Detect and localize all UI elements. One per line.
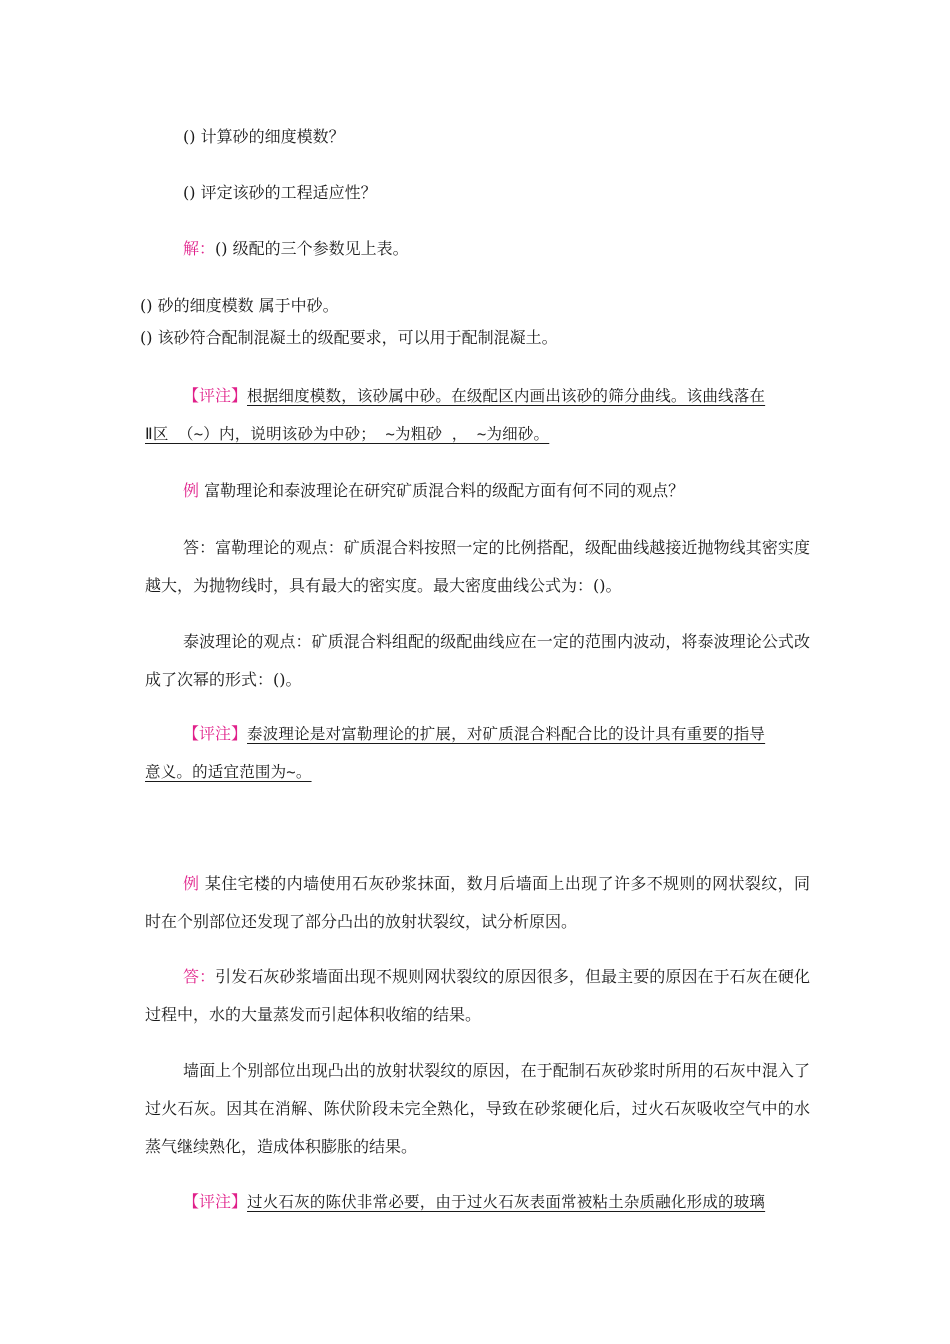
comment-label: 【评注】 <box>183 724 248 743</box>
question-3: () 评定该砂的工程适应性？ <box>183 183 377 202</box>
comment-label: 【评注】 <box>183 1192 248 1211</box>
comment-text-line2: 意义。的适宜范围为~。 <box>145 763 312 781</box>
comment-text-line1: 根据细度模数，该砂属中砂。在级配区内画出该砂的筛分曲线。该曲线落在 <box>247 387 766 405</box>
solution-text: () 级配的三个参数见上表。 <box>215 239 409 258</box>
question-2: () 计算砂的细度模数？ <box>183 127 345 146</box>
solution-step-2: () 砂的细度模数 属于中砂。 <box>140 296 339 315</box>
answer-1-para-1: 答：富勒理论的观点：矿质混合料按照一定的比例搭配，级配曲线越接近抛物线其密实度越大，为抛物线时，具有最大的密实度。最大密度曲线公式为：()。 <box>145 538 810 595</box>
comment-1 <box>145 377 810 453</box>
example-label: 例 <box>183 874 200 893</box>
example-1 <box>145 472 810 510</box>
comment-3 <box>145 1183 810 1221</box>
solution-step-1 <box>145 230 810 268</box>
solution-label: 解： <box>183 239 216 258</box>
answer-1-para-2: 泰波理论的观点：矿质混合料组配的级配曲线应在一定的范围内波动，将泰波理论公式改成了次幂的形式：()。 <box>145 632 810 689</box>
comment-text-line1: 过火石灰的陈伏非常必要，由于过火石灰表面常被粘土杂质融化形成的玻璃 <box>247 1193 766 1211</box>
answer-2-para-2: 墙面上个别部位出现凸出的放射状裂纹的原因，在于配制石灰砂浆时所用的石灰中混入了过火石灰。因其在消解、陈伏阶段未完全熟化，导致在砂浆硬化后，过火石灰吸收空气中的水蒸气继续熟化，造成体积膨胀的结果。 <box>145 1061 810 1156</box>
example-2 <box>145 865 810 941</box>
comment-text-line1: 泰波理论是对富勒理论的扩展，对矿质混合料配合比的设计具有重要的指导 <box>247 725 766 743</box>
solution-step-3: () 该砂符合配制混凝土的级配要求，可以用于配制混凝土。 <box>140 328 558 347</box>
comment-label: 【评注】 <box>183 386 248 405</box>
comment-text-line2: Ⅱ区 （~）内，说明该砂为中砂； ~为粗砂 ， ~为细砂。 <box>145 425 550 443</box>
answer-2-para-1: 答：引发石灰砂浆墙面出现不规则网状裂纹的原因很多，但最主要的原因在于石灰在硬化过程中，水的大量蒸发而引起体积收缩的结果。 <box>145 967 810 1024</box>
example-label: 例 <box>183 481 200 500</box>
comment-2 <box>145 715 810 791</box>
example-text: 某住宅楼的内墙使用石灰砂浆抹面，数月后墙面上出现了许多不规则的网状裂纹，同时在个别部位还发现了部分凸出的放射状裂纹，试分析原因。 <box>145 874 810 931</box>
example-text: 富勒理论和泰波理论在研究矿质混合料的级配方面有何不同的观点？ <box>199 481 685 500</box>
answer-label: 答： <box>183 967 216 986</box>
